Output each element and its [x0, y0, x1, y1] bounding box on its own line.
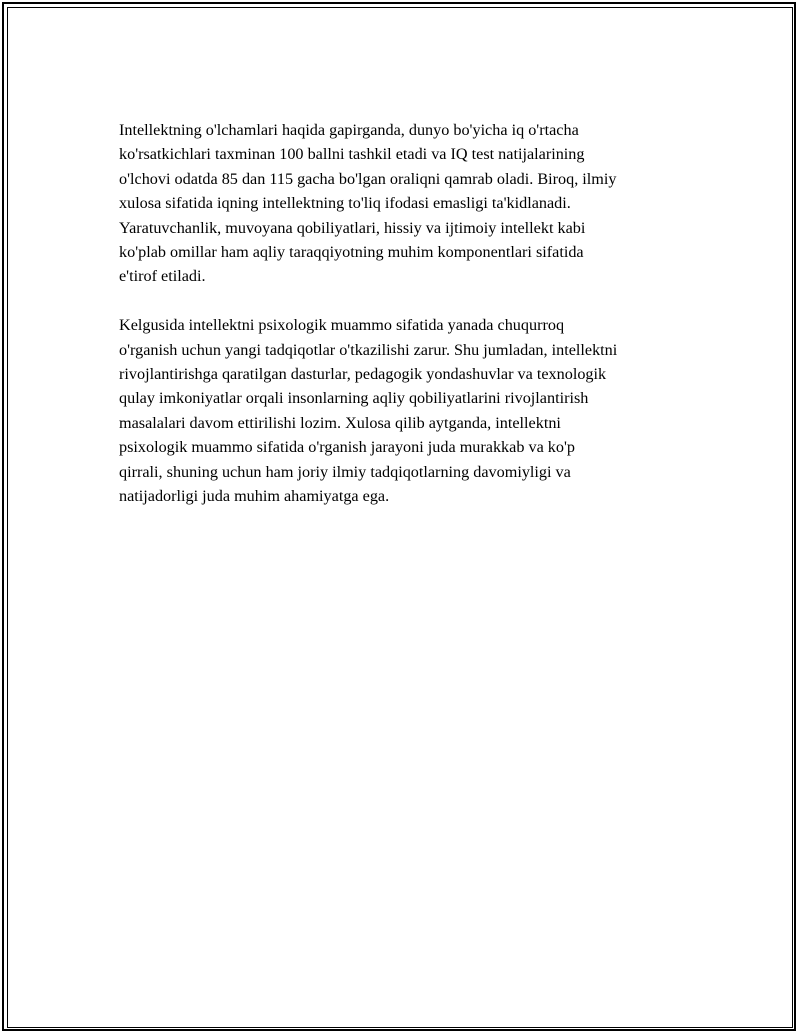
- text-line: qirrali, shuning uchun ham joriy ilmiy tadqiqotlarning davomiyligi va: [119, 462, 571, 481]
- text-line: Intellektning o'lchamlari haqida gapirganda, dunyo bo'yicha iq o'rtacha: [119, 121, 579, 139]
- document-body: [119, 118, 699, 508]
- text-line: xulosa sifatida iqning intellektning to'liq ifodasi emasligi ta'kidlanadi.: [119, 194, 571, 213]
- text-line: o'lchovi odatda 85 dan 115 gacha bo'lgan oraliqni qamrab oladi. Biroq, ilmiy: [119, 169, 617, 188]
- text-line: masalalari davom ettirilishi lozim. Xulosa qilib aytganda, intellektni: [119, 413, 561, 432]
- paragraph-1: [119, 118, 699, 289]
- text-line: o'rganish uchun yangi tadqiqotlar o'tkazilishi zarur. Shu jumladan, intellektni: [119, 340, 618, 359]
- text-line: rivojlantirishga qaratilgan dasturlar, pedagogik yondashuvlar va texnologik: [119, 365, 607, 384]
- text-line: natijadorligi juda muhim ahamiyatga ega.: [119, 487, 390, 506]
- paragraph-2: [119, 313, 699, 508]
- text-line: e'tirof etiladi.: [119, 267, 206, 286]
- text-line: Yaratuvchanlik, muvoyana qobiliyatlari, hissiy va ijtimoiy intellekt kabi: [119, 218, 586, 237]
- text-line: psixologik muammo sifatida o'rganish jarayoni juda murakkab va ko'p: [119, 438, 576, 457]
- text-line: ko'plab omillar ham aqliy taraqqiyotning muhim komponentlari sifatida: [119, 243, 584, 262]
- text-line: qulay imkoniyatlar orqali insonlarning aqliy qobiliyatlarini rivojlantirish: [119, 389, 589, 408]
- text-line: ko'rsatkichlari taxminan 100 ballni tashkil etadi va IQ test natijalarining: [119, 145, 585, 164]
- text-line: Kelgusida intellektni psixologik muammo sifatida yanada chuqurroq: [119, 316, 565, 335]
